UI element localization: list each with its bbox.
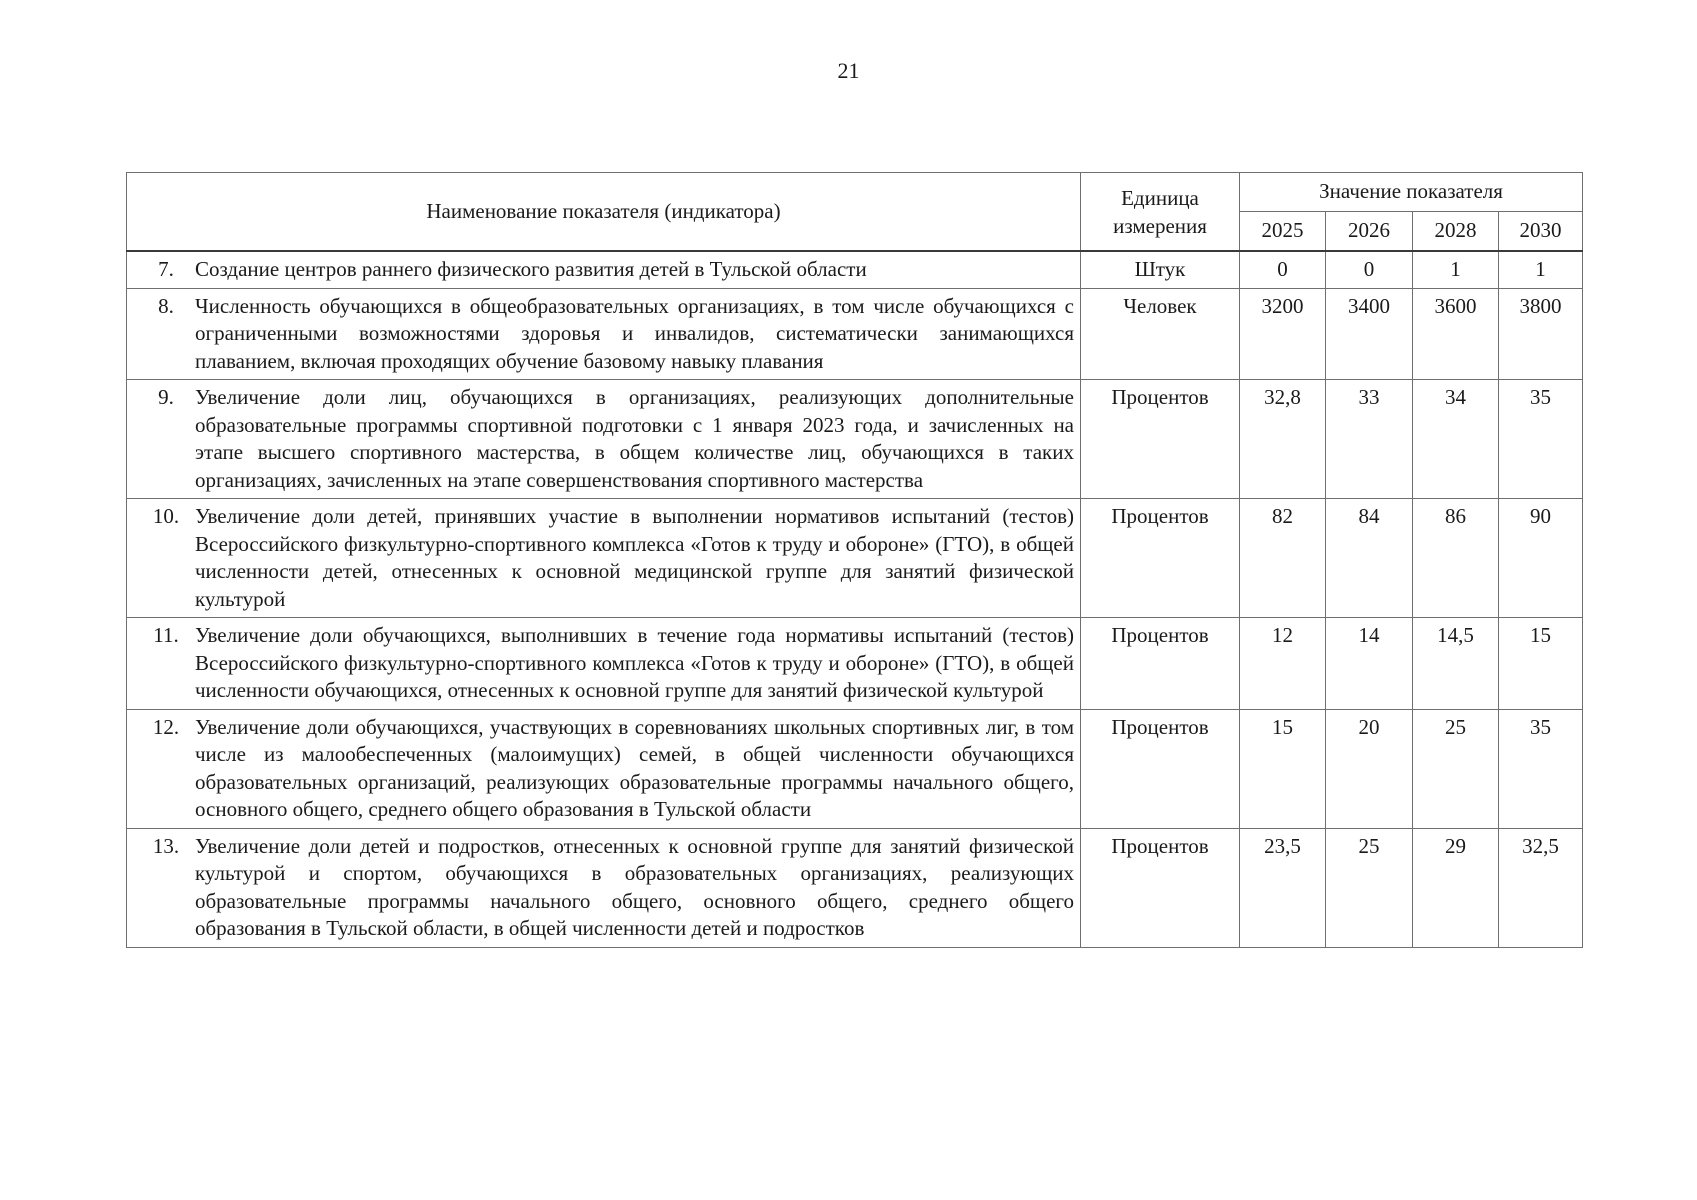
value-cell: 15 <box>1240 709 1326 828</box>
value-cell: 12 <box>1240 618 1326 710</box>
header-indicator-name: Наименование показателя (индикатора) <box>127 173 1081 252</box>
value-cell: 3400 <box>1326 288 1413 380</box>
unit-cell: Процентов <box>1081 828 1240 947</box>
indicator-name: Увеличение доли детей и подростков, отнесенных к основной группе для занятий физической культурой и спортом, обучающихся в образовательных организациях, реализующих образовательные программы начального общего, основного общего, среднего общего образования в Тульской области, в общей численности детей и подростков <box>195 833 1074 940</box>
indicator-name-cell <box>127 499 1081 618</box>
value-cell: 20 <box>1326 709 1413 828</box>
value-cell: 14 <box>1326 618 1413 710</box>
header-year: 2025 <box>1240 212 1326 252</box>
row-number: 12. <box>152 714 180 739</box>
value-cell: 32,5 <box>1499 828 1583 947</box>
value-cell: 35 <box>1499 709 1583 828</box>
page-number: 21 <box>837 58 860 83</box>
indicator-name-cell <box>127 288 1081 380</box>
table-row <box>127 499 1583 618</box>
value-cell: 3600 <box>1413 288 1499 380</box>
row-number: 9. <box>158 385 174 409</box>
indicator-name-cell <box>127 828 1081 947</box>
row-number: 7. <box>158 257 174 281</box>
value-cell: 3200 <box>1240 288 1326 380</box>
value-cell: 25 <box>1326 828 1413 947</box>
value-cell: 23,5 <box>1240 828 1326 947</box>
row-number: 11. <box>153 623 179 647</box>
value-cell: 35 <box>1499 380 1583 499</box>
value-cell: 1 <box>1413 251 1499 288</box>
table-header-row <box>127 173 1583 212</box>
row-number: 10. <box>152 504 180 528</box>
header-year: 2028 <box>1413 212 1499 252</box>
value-cell: 15 <box>1499 618 1583 710</box>
header-indicator-value: Значение показателя <box>1240 173 1583 212</box>
value-cell: 84 <box>1326 499 1413 618</box>
value-cell: 33 <box>1326 380 1413 499</box>
indicator-name: Увеличение доли детей, принявших участие в выполнении нормативов испытаний (тестов) Всероссийского физкультурно-спортивного комплекса «Готов к труду и обороне» (ГТО), в общей численности детей, отнесенных к основной медицинской группе для занятий физической культурой <box>195 504 1074 611</box>
indicator-name: Увеличение доли лиц, обучающихся в организациях, реализующих дополнительные образовательные программы спортивной подготовки с 1 января 2023 года, и зачисленных на этапе высшего спортивного мастерства, в общем количестве лиц, обучающихся в таких организациях, зачисленных на этапе совершенствования спортивного мастерства <box>195 385 1074 492</box>
unit-cell: Процентов <box>1081 499 1240 618</box>
table-row <box>127 380 1583 499</box>
header-year: 2026 <box>1326 212 1413 252</box>
unit-cell: Штук <box>1081 251 1240 288</box>
value-cell: 86 <box>1413 499 1499 618</box>
table-row <box>127 709 1583 828</box>
value-cell: 0 <box>1240 251 1326 288</box>
value-cell: 34 <box>1413 380 1499 499</box>
table-row <box>127 251 1583 288</box>
unit-cell: Процентов <box>1081 709 1240 828</box>
value-cell: 32,8 <box>1240 380 1326 499</box>
indicators-table <box>126 172 1583 948</box>
indicator-name: Увеличение доли обучающихся, участвующих в соревнованиях школьных спортивных лиг, в том числе из малообеспеченных (малоимущих) семей, в общей численности обучающихся образовательных организаций, реализующих образовательные программы начального общего, основного общего, среднего общего образования в Тульской области <box>195 714 1074 821</box>
value-cell: 25 <box>1413 709 1499 828</box>
indicator-name: Увеличение доли обучающихся, выполнивших в течение года нормативы испытаний (тестов) Всероссийского физкультурно-спортивного комплекса «Готов к труду и обороне» (ГТО), в общей численности обучающихся, отнесенных к основной группе для занятий физической культурой <box>195 623 1074 702</box>
value-cell: 1 <box>1499 251 1583 288</box>
header-year: 2030 <box>1499 212 1583 252</box>
header-unit: Единица измерения <box>1081 173 1240 252</box>
indicator-name: Создание центров раннего физического развития детей в Тульской области <box>195 257 867 281</box>
indicator-name-cell <box>127 709 1081 828</box>
table-row <box>127 288 1583 380</box>
unit-cell: Процентов <box>1081 618 1240 710</box>
unit-cell: Человек <box>1081 288 1240 380</box>
value-cell: 3800 <box>1499 288 1583 380</box>
row-number: 13. <box>152 833 180 858</box>
table-row <box>127 618 1583 710</box>
value-cell: 0 <box>1326 251 1413 288</box>
row-number: 8. <box>158 293 174 318</box>
indicator-name: Численность обучающихся в общеобразовательных организациях, в том числе обучающихся с ограниченными возможностями здоровья и инвалидов, систематически занимающихся плаванием, включая проходящих обучение базовому навыку плавания <box>195 293 1074 373</box>
table-row <box>127 828 1583 947</box>
indicator-name-cell <box>127 618 1081 710</box>
value-cell: 82 <box>1240 499 1326 618</box>
unit-cell: Процентов <box>1081 380 1240 499</box>
value-cell: 29 <box>1413 828 1499 947</box>
indicator-name-cell <box>127 380 1081 499</box>
value-cell: 14,5 <box>1413 618 1499 710</box>
value-cell: 90 <box>1499 499 1583 618</box>
indicator-name-cell <box>127 251 1081 288</box>
